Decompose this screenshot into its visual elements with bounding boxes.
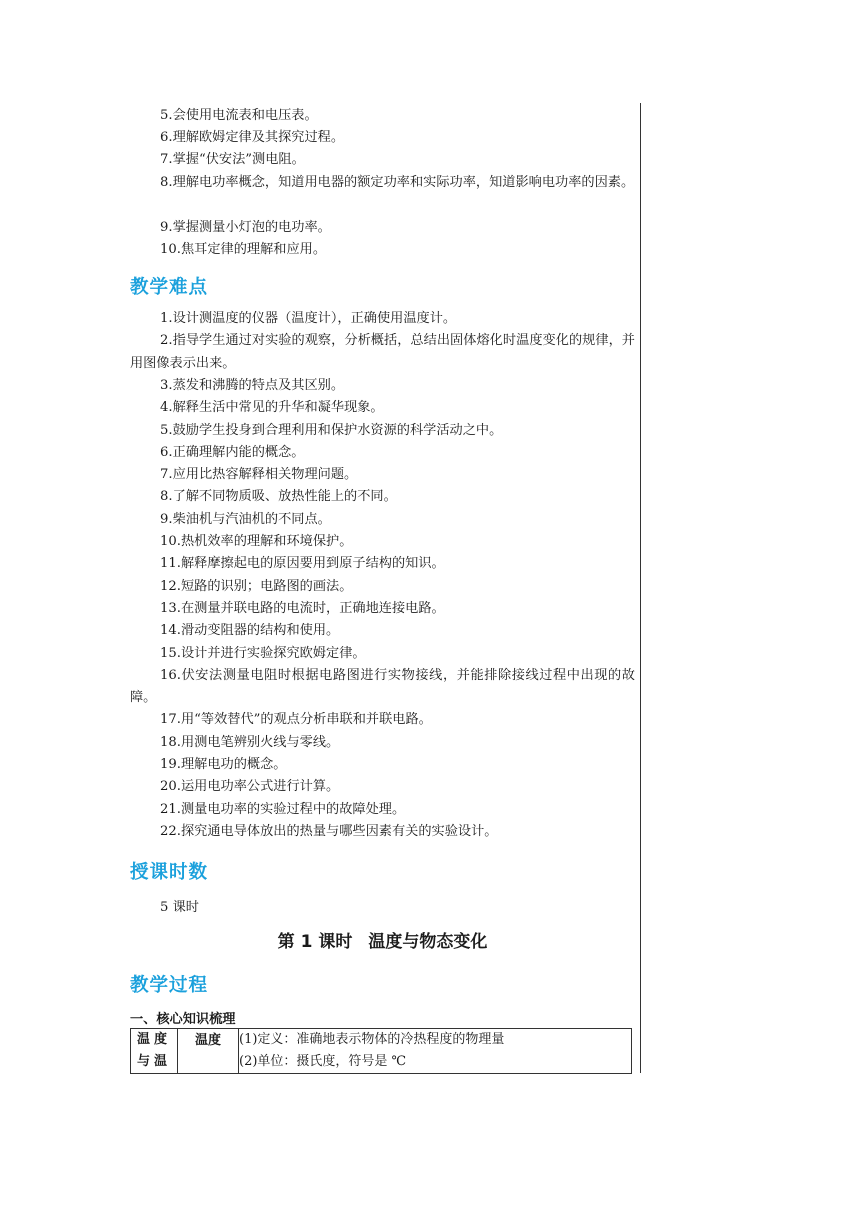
list-item: 7.应用比热容解释相关物理问题。 (160, 467, 358, 483)
table-content (239, 1029, 632, 1074)
difficulties-heading: 教学难点 (130, 277, 209, 298)
knowledge-table (130, 1028, 632, 1074)
list-item: 9.柴油机与汽油机的不同点。 (160, 511, 331, 527)
list-item: 14.滑动变阻器的结构和使用。 (160, 623, 340, 639)
list-item: 6.理解欧姆定律及其探究过程。 (160, 130, 345, 145)
lesson-title (130, 927, 635, 952)
list-item: 10.热机效率的理解和环境保护。 (160, 534, 353, 549)
list-item: 9.掌握测量小灯泡的电功率。 (160, 220, 331, 235)
table-row (131, 1029, 632, 1074)
lesson-topic: 温度与物态变化 (368, 932, 488, 952)
hours-heading: 授课时数 (130, 862, 209, 883)
list-item: 18.用测电笔辨别火线与零线。 (160, 734, 340, 750)
list-item: 22.探究通电导体放出的热量与哪些因素有关的实验设计。 (160, 823, 498, 839)
table-line: (2)单位：摄氏度，符号是 ℃ (239, 1054, 407, 1069)
table-topic: 温度 (178, 1029, 239, 1074)
list-item: 15.设计并进行实验探究欧姆定律。 (160, 645, 366, 661)
margin-line (640, 103, 641, 1073)
list-item: 5.会使用电流表和电压表。 (160, 108, 318, 123)
list-item: 4.解释生活中常见的升华和凝华现象。 (160, 400, 384, 416)
list-item: 3.蒸发和沸腾的特点及其区别。 (160, 377, 345, 393)
hours-text: 5 课时 (160, 900, 199, 915)
list-item: 7.掌握“伏安法”测电阻。 (160, 152, 305, 167)
list-item: 16.伏安法测量电阻时根据电路图进行实物接线，并能排除接线过程中出现的故障。 (130, 667, 635, 706)
list-item: 10.焦耳定律的理解和应用。 (160, 242, 327, 257)
list-item: 19.理解电功的概念。 (160, 757, 287, 772)
list-item: 11.解释摩擦起电的原因要用到原子结构的知识。 (160, 556, 445, 572)
list-item: 8.理解电功率概念，知道用电器的额定功率和实际功率，知道影响电功率的因素。 (160, 175, 635, 190)
lesson-number: 第 1 课时 (277, 932, 353, 952)
list-item: 13.在测量并联电路的电流时，正确地连接电路。 (160, 600, 445, 616)
list-item: 6.正确理解内能的概念。 (160, 444, 305, 460)
list-item: 21.测量电功率的实验过程中的故障处理。 (160, 801, 406, 817)
process-heading: 教学过程 (130, 975, 209, 996)
table-line: (1)定义：准确地表示物体的冷热程度的物理量 (239, 1032, 505, 1047)
list-item: 12.短路的识别；电路图的画法。 (160, 578, 353, 594)
table-category: 温度与温 (131, 1029, 178, 1074)
list-item: 8.了解不同物质吸、放热性能上的不同。 (160, 489, 397, 505)
list-item: 20.运用电功率公式进行计算。 (160, 779, 340, 795)
section-title: 一、核心知识梳理 (130, 1012, 236, 1027)
list-item: 5.鼓励学生投身到合理利用和保护水资源的科学活动之中。 (160, 422, 503, 438)
list-item: 1.设计测温度的仪器（温度计），正确使用温度计。 (160, 311, 457, 326)
list-item: 2.指导学生通过对实验的观察，分析概括，总结出固体熔化时温度变化的规律，并用图像表示出来。 (130, 333, 635, 371)
list-item: 17.用“等效替代”的观点分析串联和并联电路。 (160, 712, 432, 728)
